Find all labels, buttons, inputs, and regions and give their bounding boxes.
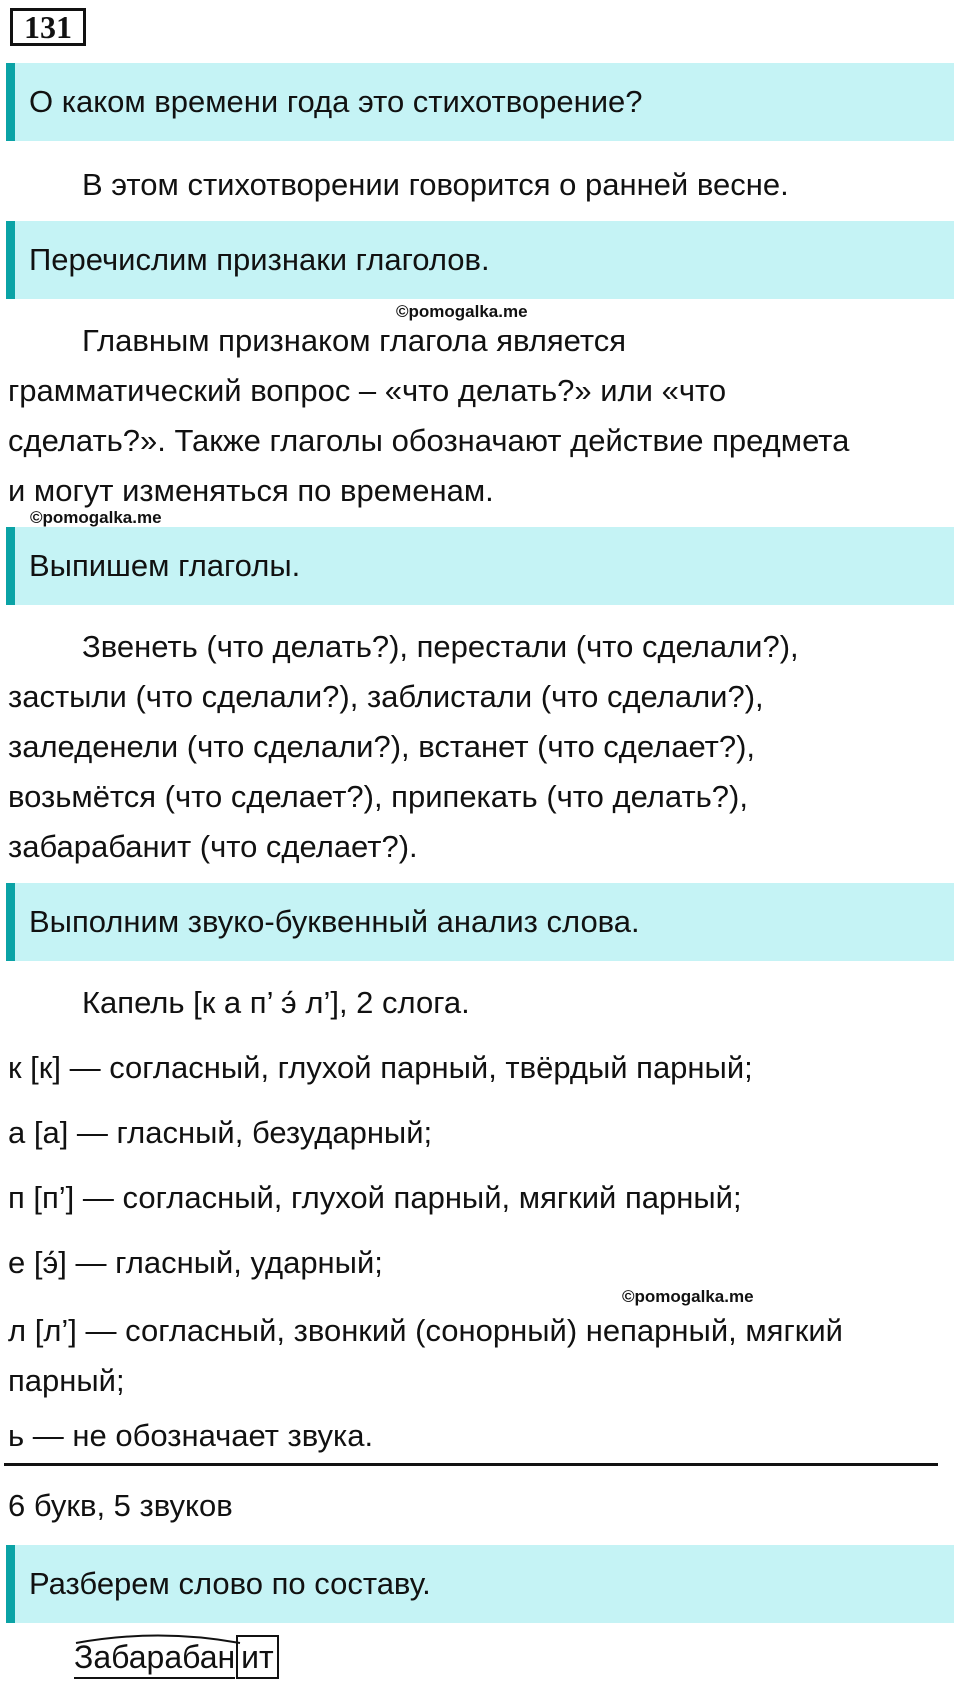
phonetic-line-a: а [а] — гласный, безударный; (8, 1115, 433, 1150)
phonetic-line-l-cont: парный; (8, 1363, 125, 1398)
verbs-line-1: Звенеть (что делать?), перестали (что сделали?), (82, 629, 799, 664)
watermark: ©pomogalka.me (622, 1287, 754, 1306)
phonetic-line-k: к [к] — согласный, глухой парный, твёрдый парный; (8, 1050, 753, 1085)
section-heading-write-verbs: Выпишем глаголы. (6, 527, 954, 605)
morpheme-word (74, 1632, 279, 1682)
task-number: 131 (10, 8, 86, 46)
section-heading-verb-features: Перечислим признаки глаголов. (6, 221, 954, 299)
answer-season: В этом стихотворении говорится о ранней весне. (82, 167, 789, 202)
word-stem (74, 1632, 235, 1682)
verbs-line-3: заледенели (что сделали?), встанет (что сделает?), (8, 729, 756, 764)
word-stem-text: Забарабан (74, 1639, 235, 1679)
verbs-line-5: забарабанит (что сделает?). (8, 829, 418, 864)
answer-verb-features-line-4: и могут изменяться по временам. (8, 473, 494, 508)
section-heading-season: О каком времени года это стихотворение? (6, 63, 954, 141)
phonetic-line-e: е [э́] — гласный, ударный; (8, 1245, 383, 1280)
phonetic-line-soft-sign: ь — не обозначает звука. (8, 1418, 374, 1453)
phonetic-line-l: л [л’] — согласный, звонкий (сонорный) непарный, мягкий (8, 1313, 843, 1348)
verbs-line-4: возьмётся (что сделает?), припекать (что делать?), (8, 779, 748, 814)
section-heading-morphemes: Разберем слово по составу. (6, 1545, 954, 1623)
answer-verb-features-line-2: грамматический вопрос – «что делать?» или «что (8, 373, 727, 408)
divider (4, 1463, 938, 1466)
answer-verb-features-line-3: сделать?». Также глаголы обозначают действие предмета (8, 423, 850, 458)
section-heading-phonetic: Выполним звуко-буквенный анализ слова. (6, 883, 954, 961)
answer-verb-features-line-1: Главным признаком глагола является (82, 323, 627, 358)
phonetic-line-p: п [п’] — согласный, глухой парный, мягкий парный; (8, 1180, 742, 1215)
watermark: ©pomogalka.me (30, 508, 162, 527)
word-ending: ит (236, 1635, 279, 1679)
phonetic-transcription: Капель [к а п’ э́ л’], 2 слога. (82, 985, 470, 1020)
watermark: ©pomogalka.me (396, 302, 528, 321)
root-arc-icon (74, 1632, 242, 1644)
letters-sounds-summary: 6 букв, 5 звуков (8, 1488, 233, 1523)
verbs-line-2: застыли (что сделали?), заблистали (что сделали?), (8, 679, 764, 714)
